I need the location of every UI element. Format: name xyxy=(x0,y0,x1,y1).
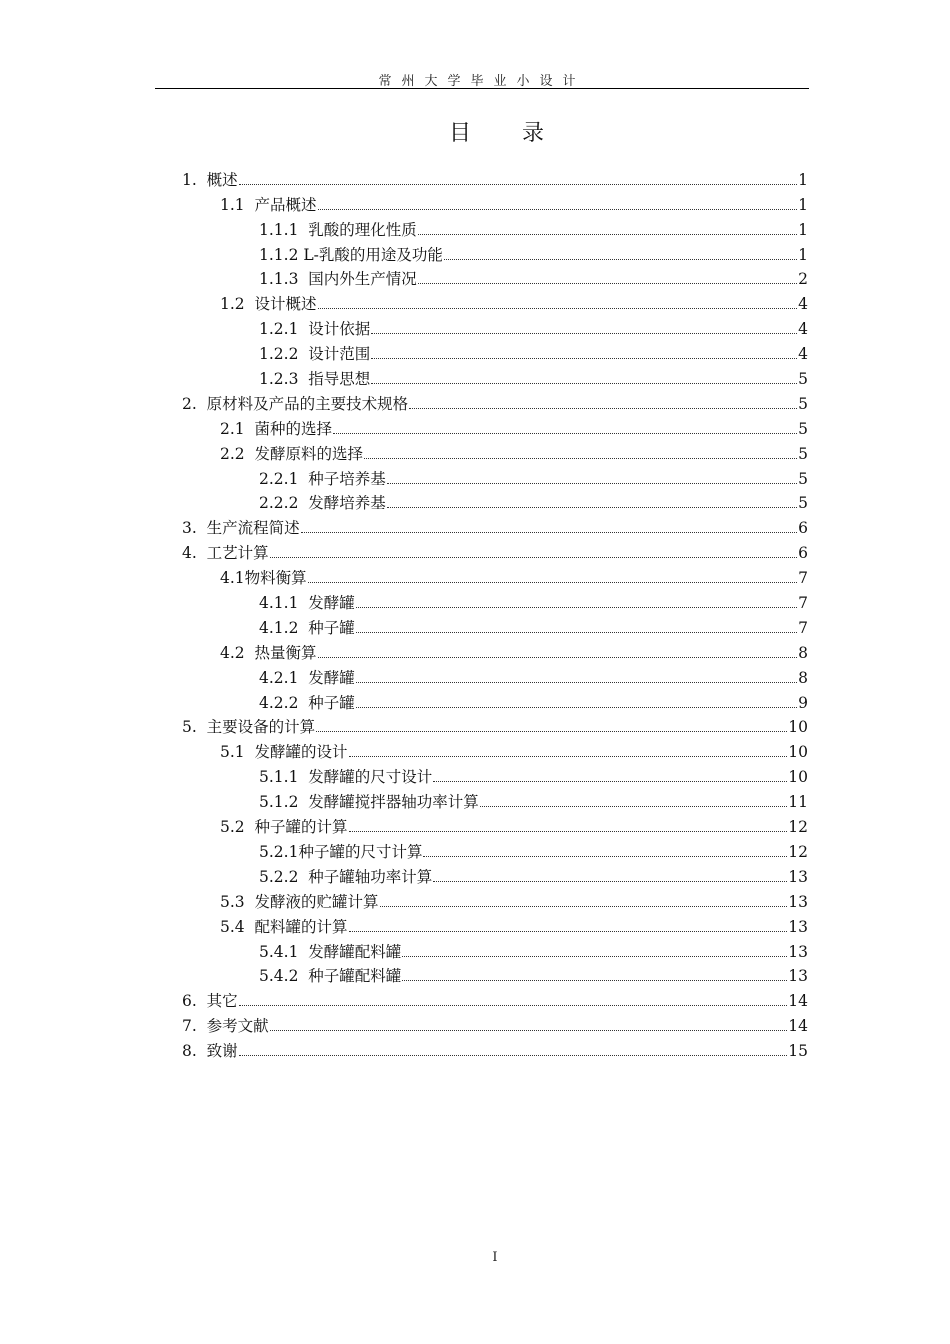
toc-entry[interactable] xyxy=(182,887,808,912)
toc-entry-label: 4.2 热量衡算 xyxy=(220,643,317,662)
toc-dot-leader xyxy=(333,432,797,434)
toc-entry-page: 6 xyxy=(798,544,808,563)
toc-entry-page: 12 xyxy=(788,818,808,837)
toc-entry-page: 13 xyxy=(788,892,808,911)
toc-entry[interactable] xyxy=(182,165,808,190)
toc-entry[interactable] xyxy=(182,1011,808,1036)
toc-entry[interactable] xyxy=(182,314,808,339)
toc-entry-page: 1 xyxy=(798,170,808,189)
toc-entry-label: 5.1.2 发酵罐搅拌器轴功率计算 xyxy=(259,793,479,812)
toc-entry-label: 2.2.1 种子培养基 xyxy=(259,469,386,488)
toc-entry-page: 14 xyxy=(788,1017,808,1036)
toc-entry-page: 4 xyxy=(798,295,808,314)
toc-entry-label: 1.1.3 国内外生产情况 xyxy=(259,270,417,289)
toc-entry[interactable] xyxy=(182,837,808,862)
toc-entry-page: 5 xyxy=(798,394,808,413)
toc-entry-page: 6 xyxy=(798,519,808,538)
toc-entry[interactable] xyxy=(182,737,808,762)
toc-entry-label: 4.2.2 种子罐 xyxy=(259,693,355,712)
toc-dot-leader xyxy=(444,258,797,260)
toc-dot-leader xyxy=(318,307,798,309)
toc-entry-page: 4 xyxy=(798,345,808,364)
toc-entry-label: 4.1物料衡算 xyxy=(220,569,307,588)
toc-entry-label: 5.2 种子罐的计算 xyxy=(220,818,348,837)
toc-entry[interactable] xyxy=(182,713,808,738)
toc-dot-leader xyxy=(387,482,797,484)
toc-dot-leader xyxy=(270,556,797,558)
toc-dot-leader xyxy=(239,1004,788,1006)
toc-entry-page: 10 xyxy=(788,743,808,762)
toc-entry-page: 7 xyxy=(798,618,808,637)
toc-entry-page: 1 xyxy=(798,220,808,239)
toc-title: 目 录 xyxy=(449,121,566,146)
toc-dot-leader xyxy=(402,955,787,957)
toc-entry[interactable] xyxy=(182,588,808,613)
toc-entry-page: 11 xyxy=(788,793,808,812)
toc-dot-leader xyxy=(239,183,797,185)
toc-entry-page: 1 xyxy=(798,245,808,264)
toc-dot-leader xyxy=(371,357,797,359)
toc-entry-page: 13 xyxy=(788,867,808,886)
toc-entry-page: 9 xyxy=(798,693,808,712)
toc-entry-label: 5.4.1 发酵罐配料罐 xyxy=(259,942,402,961)
toc-entry[interactable] xyxy=(182,862,808,887)
toc-entry-label: 5.2.2 种子罐轴功率计算 xyxy=(259,867,433,886)
toc-entry-page: 7 xyxy=(798,594,808,613)
toc-entry[interactable] xyxy=(182,489,808,514)
toc-entry[interactable] xyxy=(182,215,808,240)
toc-entry[interactable] xyxy=(182,464,808,489)
toc-entry-page: 7 xyxy=(798,569,808,588)
toc-dot-leader xyxy=(349,930,788,932)
toc-entry-page: 5 xyxy=(798,494,808,513)
toc-entry-label: 1. 概述 xyxy=(182,170,238,189)
toc-entry-page: 14 xyxy=(788,992,808,1011)
toc-entry[interactable] xyxy=(182,787,808,812)
toc-entry-page: 5 xyxy=(798,370,808,389)
toc-dot-leader xyxy=(239,1054,788,1056)
toc-entry-page: 5 xyxy=(798,419,808,438)
toc-dot-leader xyxy=(364,457,797,459)
toc-entry[interactable] xyxy=(182,638,808,663)
toc-entry-page: 13 xyxy=(788,942,808,961)
toc-entry-label: 5.1.1 发酵罐的尺寸设计 xyxy=(259,768,433,787)
toc-entry-page: 13 xyxy=(788,917,808,936)
toc-entry[interactable] xyxy=(182,265,808,290)
toc-dot-leader xyxy=(349,755,788,757)
toc-entry[interactable] xyxy=(182,986,808,1011)
toc-entry[interactable] xyxy=(182,663,808,688)
toc-entry-page: 15 xyxy=(788,1042,808,1061)
page-header: 常州大学毕业小设计 xyxy=(378,74,586,89)
toc-dot-leader xyxy=(356,706,797,708)
toc-entry-label: 5.2.1种子罐的尺寸计算 xyxy=(259,842,423,861)
toc-entry[interactable] xyxy=(182,289,808,314)
toc-entry-label: 5. 主要设备的计算 xyxy=(182,718,316,737)
toc-entry-page: 5 xyxy=(798,444,808,463)
toc-entry-label: 1.2.2 设计范围 xyxy=(259,345,371,364)
toc-entry-label: 7. 参考文献 xyxy=(182,1017,269,1036)
toc-dot-leader xyxy=(480,805,787,807)
toc-entry-label: 5.3 发酵液的贮罐计算 xyxy=(220,892,379,911)
toc-dot-leader xyxy=(356,631,797,633)
toc-dot-leader xyxy=(318,208,798,210)
toc-entry-label: 4.2.1 发酵罐 xyxy=(259,668,355,687)
toc-dot-leader xyxy=(433,780,787,782)
toc-entry-label: 2. 原材料及产品的主要技术规格 xyxy=(182,394,409,413)
toc-entry-label: 2.2.2 发酵培养基 xyxy=(259,494,386,513)
toc-entry[interactable] xyxy=(182,762,808,787)
header-rule xyxy=(155,88,809,89)
toc-entry[interactable] xyxy=(182,389,808,414)
toc-dot-leader xyxy=(371,382,797,384)
toc-entry-label: 1.1.1 乳酸的理化性质 xyxy=(259,220,417,239)
toc-entry-label: 5.1 发酵罐的设计 xyxy=(220,743,348,762)
toc-dot-leader xyxy=(308,581,797,583)
toc-entry[interactable] xyxy=(182,439,808,464)
toc-entry[interactable] xyxy=(182,190,808,215)
toc-entry-label: 6. 其它 xyxy=(182,992,238,1011)
toc-dot-leader xyxy=(418,282,797,284)
table-of-contents xyxy=(182,165,808,1061)
toc-dot-leader xyxy=(433,880,787,882)
toc-entry-label: 4.1.2 种子罐 xyxy=(259,618,355,637)
toc-entry-label: 5.4 配料罐的计算 xyxy=(220,917,348,936)
toc-dot-leader xyxy=(316,730,787,732)
toc-dot-leader xyxy=(402,979,787,981)
toc-dot-leader xyxy=(409,407,797,409)
toc-entry-page: 13 xyxy=(788,967,808,986)
toc-dot-leader xyxy=(371,332,797,334)
toc-entry-page: 5 xyxy=(798,469,808,488)
toc-entry-label: 2.1 菌种的选择 xyxy=(220,419,333,438)
toc-dot-leader xyxy=(356,681,797,683)
toc-entry[interactable] xyxy=(182,339,808,364)
toc-entry-label: 1.2.1 设计依据 xyxy=(259,320,371,339)
toc-entry-label: 4. 工艺计算 xyxy=(182,544,269,563)
toc-entry[interactable] xyxy=(182,414,808,439)
toc-entry[interactable] xyxy=(182,1036,808,1061)
toc-entry[interactable] xyxy=(182,240,808,265)
toc-dot-leader xyxy=(349,830,788,832)
toc-entry[interactable] xyxy=(182,688,808,713)
toc-entry-page: 8 xyxy=(798,643,808,662)
toc-dot-leader xyxy=(418,233,797,235)
toc-entry-label: 1.1.2 L-乳酸的用途及功能 xyxy=(259,245,443,264)
toc-entry-label: 2.2 发酵原料的选择 xyxy=(220,444,364,463)
toc-entry-label: 1.1 产品概述 xyxy=(220,195,317,214)
toc-dot-leader xyxy=(356,606,797,608)
toc-dot-leader xyxy=(387,506,797,508)
toc-entry[interactable] xyxy=(182,538,808,563)
toc-entry-label: 8. 致谢 xyxy=(182,1042,238,1061)
toc-entry[interactable] xyxy=(182,563,808,588)
toc-entry[interactable] xyxy=(182,364,808,389)
page-number: I xyxy=(492,1250,498,1265)
toc-entry-label: 4.1.1 发酵罐 xyxy=(259,594,355,613)
toc-entry-label: 1.2.3 指导思想 xyxy=(259,370,371,389)
toc-entry-page: 2 xyxy=(798,270,808,289)
toc-dot-leader xyxy=(270,1029,788,1031)
toc-entry-label: 3. 生产流程简述 xyxy=(182,519,300,538)
toc-entry[interactable] xyxy=(182,812,808,837)
toc-dot-leader xyxy=(380,905,788,907)
toc-entry-page: 4 xyxy=(798,320,808,339)
toc-entry[interactable] xyxy=(182,937,808,962)
toc-entry-label: 1.2 设计概述 xyxy=(220,295,317,314)
toc-dot-leader xyxy=(318,656,798,658)
toc-dot-leader xyxy=(301,531,797,533)
toc-entry[interactable] xyxy=(182,613,808,638)
toc-entry-page: 10 xyxy=(788,768,808,787)
toc-entry-page: 10 xyxy=(788,718,808,737)
toc-entry[interactable] xyxy=(182,962,808,987)
toc-entry[interactable] xyxy=(182,513,808,538)
toc-entry-page: 1 xyxy=(798,195,808,214)
toc-entry-page: 12 xyxy=(788,842,808,861)
toc-entry[interactable] xyxy=(182,912,808,937)
toc-entry-page: 8 xyxy=(798,668,808,687)
toc-entry-label: 5.4.2 种子罐配料罐 xyxy=(259,967,402,986)
toc-dot-leader xyxy=(423,855,787,857)
